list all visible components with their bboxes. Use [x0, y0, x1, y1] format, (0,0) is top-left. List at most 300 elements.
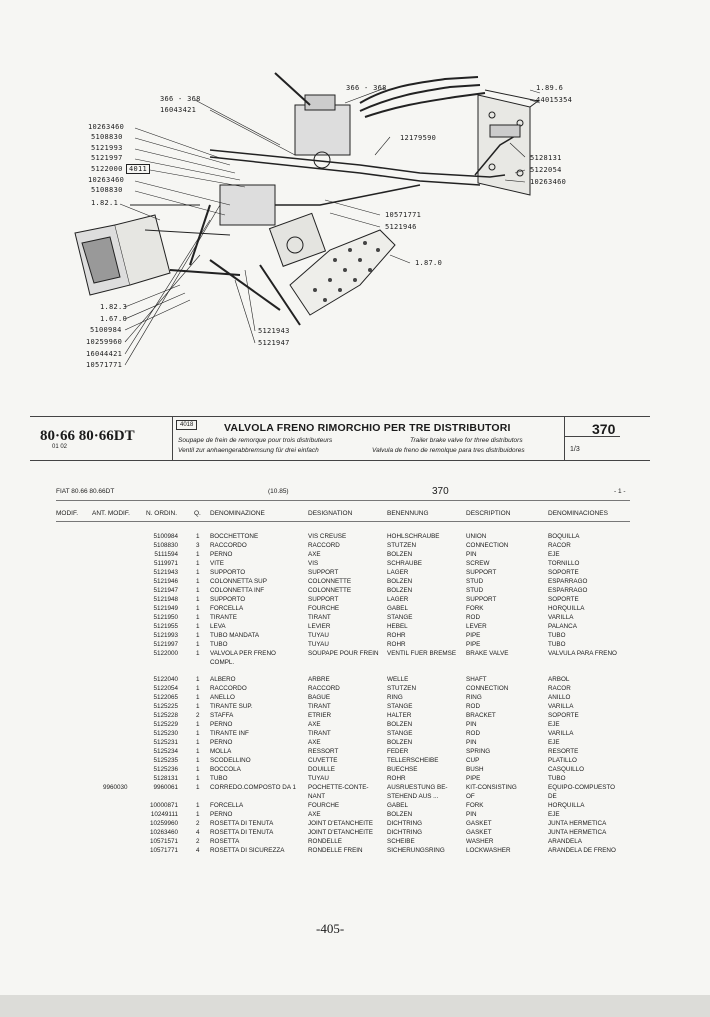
- cell-num: 5108830: [153, 542, 178, 549]
- sheet-mark: - 1 -: [614, 488, 626, 495]
- cell-q: 1: [196, 739, 200, 746]
- table-gap: [0, 667, 710, 675]
- cell-den: ALBERO: [210, 676, 236, 683]
- cell-deno: EJE: [548, 551, 560, 558]
- callout-box-4011: 4011: [126, 164, 150, 174]
- cell-dsc: LOCKWASHER: [466, 847, 511, 854]
- cell-den: MOLLA: [210, 748, 232, 755]
- cell-deno: EQUIPO-COMPUESTO: [548, 784, 616, 791]
- callout-left-6: 5108830: [91, 186, 123, 194]
- cell-ben: HOHLSCHRAUBE: [387, 533, 440, 540]
- cell-des: COLONNETTE: [308, 578, 352, 585]
- cell-deno: EJE: [548, 721, 560, 728]
- cell-num: 5125236: [153, 766, 178, 773]
- cell-deno: VARILLA: [548, 730, 574, 737]
- cell-q: 1: [196, 766, 200, 773]
- cell-des: POCHETTE-CONTE-: [308, 784, 369, 791]
- cell-mod: 9960030: [103, 784, 128, 791]
- table-row: [0, 568, 710, 577]
- cell-q: 1: [196, 811, 200, 818]
- cell-dsc: PIN: [466, 551, 477, 558]
- table-row: [0, 819, 710, 828]
- cell-den: COLONNETTA INF: [210, 587, 265, 594]
- cell-deno: DE: [548, 793, 557, 800]
- cell-deno: JUNTA HERMETICA: [548, 820, 607, 827]
- issue-date: (10.85): [268, 488, 289, 495]
- cell-num: 5125234: [153, 748, 178, 755]
- cell-ben: STANGE: [387, 614, 413, 621]
- cell-num: 5125230: [153, 730, 178, 737]
- sheet-fraction: 1/3: [570, 446, 580, 453]
- cell-q: 1: [196, 578, 200, 585]
- cell-deno: VARILLA: [548, 614, 574, 621]
- cell-dsc: WASHER: [466, 838, 494, 845]
- table-row: [0, 792, 710, 801]
- callout-366-368: 366 - 368: [160, 95, 201, 103]
- table-row: [0, 756, 710, 765]
- table-row: [0, 774, 710, 783]
- cell-des: TUYAU: [308, 632, 329, 639]
- cell-num: 10571771: [149, 847, 178, 854]
- table-row: [0, 640, 710, 649]
- cell-q: 1: [196, 721, 200, 728]
- cell-num: 5125231: [153, 739, 178, 746]
- table-row: [0, 541, 710, 550]
- ref-box: 4018: [176, 420, 197, 430]
- title-english: Trailer brake valve for three distributors: [410, 437, 523, 444]
- cell-dsc: STUD: [466, 578, 484, 585]
- cell-ben: SCHRAUBE: [387, 560, 422, 567]
- callout-bl-2: 5100984: [90, 326, 122, 334]
- cell-ben: WELLE: [387, 676, 409, 683]
- cell-num: 5125225: [153, 703, 178, 710]
- cell-dsc: SCREW: [466, 560, 490, 567]
- cell-den: TUBO: [210, 775, 228, 782]
- cell-deno: TUBO: [548, 775, 566, 782]
- cell-q: 2: [196, 838, 200, 845]
- cell-ben: SCHEIBE: [387, 838, 415, 845]
- cell-num: 5125229: [153, 721, 178, 728]
- cell-ben: ROHR: [387, 775, 406, 782]
- cell-den: SCODELLINO: [210, 757, 251, 764]
- cell-den: VITE: [210, 560, 224, 567]
- cell-num: 10249111: [150, 811, 178, 818]
- cell-des: FOURCHE: [308, 802, 340, 809]
- callout-right-5: 10263460: [530, 178, 567, 186]
- cell-deno: VARILLA: [548, 703, 574, 710]
- exploded-view-drawing: [60, 55, 660, 395]
- cell-des: TIRANT: [308, 614, 331, 621]
- table-row: [0, 532, 710, 541]
- meta-rule: [56, 500, 630, 501]
- table-row: [0, 613, 710, 622]
- header-divider-left: [172, 416, 173, 460]
- col-modif: MODIF.: [56, 510, 79, 517]
- callout-bl-1: 1.67.0: [100, 315, 128, 323]
- cell-num: 5122054: [153, 685, 178, 692]
- cell-q: 2: [196, 712, 200, 719]
- cell-ben: STANGE: [387, 730, 413, 737]
- callout-left-5: 10263460: [88, 176, 125, 184]
- title-french: Soupape de frein de remorque pour trois distributeurs: [178, 437, 333, 444]
- table-row: [0, 693, 710, 702]
- cell-deno: EJE: [548, 739, 560, 746]
- table-row: [0, 801, 710, 810]
- page-title: VALVOLA FRENO RIMORCHIO PER TRE DISTRIBUTORI: [224, 422, 511, 434]
- cell-den: STAFFA: [210, 712, 234, 719]
- cell-q: 1: [196, 775, 200, 782]
- cell-q: 1: [196, 623, 200, 630]
- cell-des: JOINT D'ETANCHEITE: [308, 820, 373, 827]
- cell-des: COLONNETTE: [308, 587, 352, 594]
- cell-ben: DICHTRING: [387, 829, 422, 836]
- cell-q: 1: [196, 650, 200, 657]
- table-row: [0, 846, 710, 855]
- cell-deno: CASQUILLO: [548, 766, 585, 773]
- cell-dsc: FORK: [466, 802, 484, 809]
- cell-q: 4: [196, 829, 200, 836]
- table-number: 370: [592, 421, 616, 437]
- cell-num: 5111594: [154, 551, 178, 558]
- cell-den: PERNO: [210, 551, 233, 558]
- cell-des: RACCORD: [308, 542, 340, 549]
- cell-num: 5125235: [153, 757, 178, 764]
- col-designation: DESIGNATION: [308, 510, 353, 517]
- table-row: [0, 649, 710, 658]
- cell-des: RESSORT: [308, 748, 339, 755]
- table-row: [0, 837, 710, 846]
- callout-right-0: 1.89.6: [536, 84, 564, 92]
- cell-num: 5121950: [153, 614, 178, 621]
- cell-dsc: UNION: [466, 533, 487, 540]
- cell-des: TUYAU: [308, 775, 329, 782]
- cell-q: 4: [196, 847, 200, 854]
- cell-num: 5121949: [153, 605, 178, 612]
- cell-num: 5121993: [153, 632, 178, 639]
- cell-des: RONDELLE: [308, 838, 342, 845]
- cell-dsc: RING: [466, 694, 482, 701]
- cell-den: BOCCHETTONE: [210, 533, 259, 540]
- cell-des: AXE: [308, 551, 321, 558]
- title-german: Ventil zur anhaengerabbremsung für drei einfach: [178, 447, 319, 454]
- callout-left-4: 5122000: [91, 165, 123, 173]
- cell-num: 5122040: [153, 676, 178, 683]
- header-bottom-rule: [30, 460, 650, 461]
- cell-deno: RACOR: [548, 685, 571, 692]
- cell-den: COMPL.: [210, 659, 235, 666]
- cell-ben: LAGER: [387, 596, 409, 603]
- cell-dsc: ROD: [466, 730, 480, 737]
- cell-deno: RESORTE: [548, 748, 579, 755]
- col-description: DESCRIPTION: [466, 510, 511, 517]
- page-number: -405-: [316, 921, 345, 936]
- cell-dsc: SUPPORT: [466, 569, 497, 576]
- cell-den: FORCELLA: [210, 802, 244, 809]
- callout-16043421: 16043421: [160, 106, 197, 114]
- callout-left-0: 10263460: [88, 123, 125, 131]
- cell-deno: HORQUILLA: [548, 605, 585, 612]
- table-row: [0, 720, 710, 729]
- callout-right-7: 5121946: [385, 223, 417, 231]
- callout-bl-5: 10571771: [86, 361, 123, 369]
- cell-des: ETRIER: [308, 712, 332, 719]
- callout-left-1: 5108830: [91, 133, 123, 141]
- cell-den: LEVA: [210, 623, 226, 630]
- table-row: [0, 684, 710, 693]
- cell-num: 5121997: [153, 641, 178, 648]
- cell-ben: STANGE: [387, 703, 413, 710]
- cell-des: AXE: [308, 721, 321, 728]
- cell-den: BOCCOLA: [210, 766, 241, 773]
- cell-den: VALVOLA PER FRENO: [210, 650, 276, 657]
- cell-ben: VENTIL FUER BREMSE: [387, 650, 457, 657]
- cell-q: 1: [196, 641, 200, 648]
- callout-right-3: 5128131: [530, 154, 562, 162]
- cell-den: TUBO MANDATA: [210, 632, 260, 639]
- callout-bm-1: 5121947: [258, 339, 290, 347]
- cell-dsc: SPRING: [466, 748, 491, 755]
- cell-deno: SOPORTE: [548, 596, 579, 603]
- callout-bl-4: 16044421: [86, 350, 123, 358]
- cell-dsc: STUD: [466, 587, 484, 594]
- cell-dsc: BUSH: [466, 766, 484, 773]
- title-spanish: Valvula de freno de remolque para tres distribuidores: [372, 447, 525, 454]
- cell-deno: HORQUILLA: [548, 802, 585, 809]
- cell-den: TUBO: [210, 641, 228, 648]
- cell-den: COLONNETTA SUP: [210, 578, 267, 585]
- cell-num: 5119971: [153, 560, 178, 567]
- cell-des: AXE: [308, 739, 321, 746]
- col-q: Q.: [194, 510, 201, 517]
- cell-dsc: CONNECTION: [466, 685, 509, 692]
- cell-den: ROSETTA DI TENUTA: [210, 829, 274, 836]
- cell-dsc: OF: [466, 793, 475, 800]
- cell-den: TIRANTE: [210, 614, 237, 621]
- cell-ben: TELLERSCHEIBE: [387, 757, 439, 764]
- cell-ben: BOLZEN: [387, 551, 413, 558]
- cell-q: 1: [196, 587, 200, 594]
- cell-des: AXE: [308, 811, 321, 818]
- cell-den: CORREDO.COMPOSTO DA 1: [210, 784, 296, 791]
- cell-den: TIRANTE SUP.: [210, 703, 253, 710]
- table-row: [0, 658, 710, 667]
- cell-dsc: PIN: [466, 811, 477, 818]
- cell-dsc: BRAKE VALVE: [466, 650, 509, 657]
- cell-des: LEVIER: [308, 623, 331, 630]
- cell-deno: EJE: [548, 811, 560, 818]
- table-row: [0, 595, 710, 604]
- cell-num: 5121943: [153, 569, 178, 576]
- cell-den: ROSETTA: [210, 838, 240, 845]
- cell-des: SUPPORT: [308, 569, 339, 576]
- cell-q: 1: [196, 757, 200, 764]
- cell-deno: PALANCA: [548, 623, 577, 630]
- cell-deno: ARANDELA DE FRENO: [548, 847, 616, 854]
- cell-den: FORCELLA: [210, 605, 244, 612]
- cell-den: PERNO: [210, 739, 233, 746]
- cell-q: 1: [196, 748, 200, 755]
- cell-dsc: ROD: [466, 614, 480, 621]
- cell-des: TUYAU: [308, 641, 329, 648]
- cell-q: 1: [196, 694, 200, 701]
- cell-den: RACCORDO: [210, 685, 247, 692]
- cell-ben: SICHERUNGSRING: [387, 847, 445, 854]
- cell-ben: DICHTRING: [387, 820, 422, 827]
- cell-deno: PLATILLO: [548, 757, 577, 764]
- cell-dsc: PIPE: [466, 641, 481, 648]
- cell-dsc: GASKET: [466, 829, 492, 836]
- cell-dsc: CUP: [466, 757, 480, 764]
- col-n-ordin: N. ORDIN.: [146, 510, 178, 517]
- header-divider-right: [564, 416, 565, 460]
- cell-ben: LAGER: [387, 569, 409, 576]
- cell-q: 1: [196, 569, 200, 576]
- callout-bm-0: 5121943: [258, 327, 290, 335]
- cell-den: PERNO: [210, 721, 233, 728]
- cell-den: SUPPORTO: [210, 596, 246, 603]
- cell-q: 1: [196, 685, 200, 692]
- cell-q: 1: [196, 614, 200, 621]
- table-row: [0, 828, 710, 837]
- cell-des: BAGUE: [308, 694, 331, 701]
- cell-des: RACCORD: [308, 685, 340, 692]
- cell-ben: FEDER: [387, 748, 409, 755]
- cell-deno: ARANDELA: [548, 838, 582, 845]
- table-row: [0, 559, 710, 568]
- cell-ben: BOLZEN: [387, 721, 413, 728]
- cell-deno: TUBO: [548, 632, 566, 639]
- cell-ben: BOLZEN: [387, 578, 413, 585]
- table-row: [0, 586, 710, 595]
- table-row: [0, 604, 710, 613]
- table-row: [0, 675, 710, 684]
- cell-des: NANT: [308, 793, 326, 800]
- cell-deno: SOPORTE: [548, 712, 579, 719]
- cell-ben: ROHR: [387, 641, 406, 648]
- cell-ben: HALTER: [387, 712, 412, 719]
- cell-num: 5125228: [153, 712, 178, 719]
- cell-des: CUVETTE: [308, 757, 338, 764]
- cell-dsc: PIN: [466, 721, 477, 728]
- cell-dsc: PIPE: [466, 632, 481, 639]
- cell-q: 3: [196, 542, 200, 549]
- cell-deno: ARBOL: [548, 676, 570, 683]
- table-row: [0, 711, 710, 720]
- col-denominazione: DENOMINAZIONE: [210, 510, 265, 517]
- table-row: [0, 702, 710, 711]
- cell-dsc: SUPPORT: [466, 596, 497, 603]
- cell-deno: SOPORTE: [548, 569, 579, 576]
- cell-num: 10263460: [149, 829, 178, 836]
- cell-ben: BOLZEN: [387, 811, 413, 818]
- scan-edge: [0, 995, 710, 1017]
- callout-left-7: 1.82.1: [91, 199, 119, 207]
- cell-dsc: BRACKET: [466, 712, 496, 719]
- cell-num: 5121946: [153, 578, 178, 585]
- cell-ben: ROHR: [387, 632, 406, 639]
- callout-right-8: 1.87.0: [415, 259, 443, 267]
- cell-deno: RACOR: [548, 542, 571, 549]
- callout-right-6: 10571771: [385, 211, 422, 219]
- cell-q: 2: [196, 820, 200, 827]
- fiat-model-line: FIAT 80.66 80.66DT: [56, 488, 115, 495]
- cell-ben: GABEL: [387, 605, 408, 612]
- cell-des: ARBRE: [308, 676, 330, 683]
- cell-ben: STUTZEN: [387, 685, 417, 692]
- table-row: [0, 550, 710, 559]
- cell-des: VIS: [308, 560, 319, 567]
- cell-num: 5121948: [153, 596, 178, 603]
- cell-deno: TUBO: [548, 641, 566, 648]
- table-row: [0, 747, 710, 756]
- cell-ben: STEHEND AUS ...: [387, 793, 439, 800]
- cell-q: 1: [196, 703, 200, 710]
- cell-deno: ESPARRAGO: [548, 578, 588, 585]
- cell-dsc: LEVER: [466, 623, 487, 630]
- cell-num: 5122065: [153, 694, 178, 701]
- callout-right-2: 12179590: [400, 134, 437, 142]
- columns-rule: [56, 521, 630, 522]
- col-denominaciones: DENOMINACIONES: [548, 510, 608, 517]
- cell-q: 1: [196, 560, 200, 567]
- cell-num: 10000871: [149, 802, 178, 809]
- callout-left-3: 5121997: [91, 154, 123, 162]
- table-row: [0, 738, 710, 747]
- cell-deno: BOQUILLA: [548, 533, 580, 540]
- cell-q: 1: [196, 676, 200, 683]
- table-row: [0, 622, 710, 631]
- cell-des: JOINT D'ETANCHEITE: [308, 829, 373, 836]
- cell-des: TIRANT: [308, 730, 331, 737]
- cell-des: VIS CREUSE: [308, 533, 347, 540]
- table-row: [0, 631, 710, 640]
- cell-q: 1: [196, 802, 200, 809]
- callout-right-1: 44015354: [536, 96, 573, 104]
- cell-dsc: GASKET: [466, 820, 492, 827]
- cell-den: PERNO: [210, 811, 233, 818]
- cell-num: 5128131: [153, 775, 178, 782]
- cell-q: 1: [196, 730, 200, 737]
- cell-ben: AUSRUESTUNG BE-: [387, 784, 448, 791]
- cell-ben: BOLZEN: [387, 739, 413, 746]
- cell-ben: RING: [387, 694, 403, 701]
- cell-deno: JUNTA HERMETICA: [548, 829, 607, 836]
- table-row: [0, 577, 710, 586]
- col-ant-modif: ANT. MODIF.: [92, 510, 130, 517]
- cell-num: 10259960: [149, 820, 178, 827]
- cell-ben: STUTZEN: [387, 542, 417, 549]
- cell-num: 5100984: [153, 533, 178, 540]
- callout-bl-3: 10259960: [86, 338, 123, 346]
- cell-des: SOUPAPE POUR FREIN: [308, 650, 379, 657]
- cell-dsc: KIT-CONSISTING: [466, 784, 517, 791]
- col-benennung: BENENNUNG: [387, 510, 429, 517]
- cell-q: 1: [196, 632, 200, 639]
- cell-des: DOUILLE: [308, 766, 335, 773]
- cell-den: RACCORDO: [210, 542, 247, 549]
- cell-deno: ESPARRAGO: [548, 587, 588, 594]
- cell-dsc: ROD: [466, 703, 480, 710]
- callout-right-4: 5122054: [530, 166, 562, 174]
- exploded-view-diagram: [60, 55, 660, 395]
- cell-num: 5121947: [153, 587, 178, 594]
- cell-ben: BUECHSE: [387, 766, 418, 773]
- cell-deno: ANILLO: [548, 694, 571, 701]
- cell-q: 1: [196, 533, 200, 540]
- table-row: [0, 729, 710, 738]
- model-name: 80·66 80·66DT: [40, 428, 135, 444]
- cell-deno: TORNILLO: [548, 560, 580, 567]
